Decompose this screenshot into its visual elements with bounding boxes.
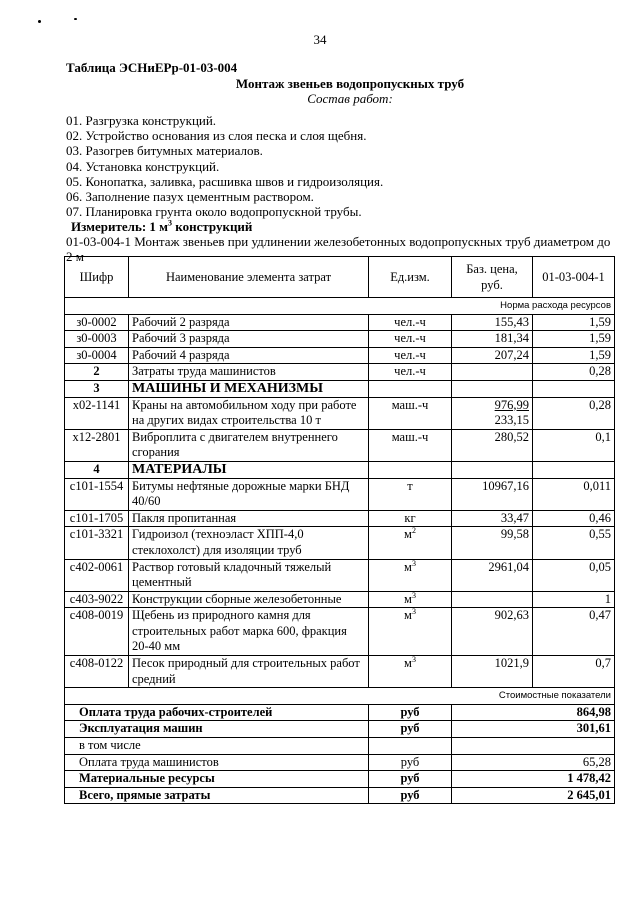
cell-norm: 0,47 <box>533 608 615 656</box>
empty-cell <box>452 380 533 397</box>
work-item: 01. Разгрузка конструкций. <box>66 113 217 128</box>
cell-norm: 0,05 <box>533 559 615 591</box>
cell-norm: 0,55 <box>533 527 615 559</box>
work-item: 02. Устройство основания из слоя песка и слоя щебня. <box>66 128 367 144</box>
cost-caption: Стоимостные показатели <box>65 688 615 705</box>
header-name: Наименование элемента затрат <box>129 257 369 298</box>
cell-unit: чел.-ч <box>369 347 452 364</box>
cell-norm: 1,59 <box>533 347 615 364</box>
unit-text: м <box>404 559 412 574</box>
cell-name: Краны на автомобильном ходу при работе на других видах строительства 10 т <box>129 397 369 429</box>
summary-unit: руб <box>369 771 452 788</box>
cell-name: Рабочий 3 разряда <box>129 331 369 348</box>
cell-norm: 0,1 <box>533 429 615 461</box>
summary-label: Эксплуатация машин <box>65 721 369 738</box>
empty-cell <box>369 461 452 478</box>
section-number: 4 <box>65 461 129 478</box>
summary-unit: руб <box>369 787 452 804</box>
cell-unit: чел.-ч <box>369 364 452 381</box>
table-row <box>65 510 615 527</box>
unit-text: м <box>404 591 412 606</box>
summary-label: Оплата труда рабочих-строителей <box>65 704 369 721</box>
subtitle: Монтаж звеньев водопропускных труб <box>235 76 465 91</box>
unit-text: м <box>404 608 412 623</box>
cell-name: Битумы нефтяные дорожные марки БНД 40/60 <box>129 478 369 510</box>
summary-row <box>65 787 615 804</box>
cell-code: з0-0004 <box>65 347 129 364</box>
summary-value: 2 645,01 <box>452 787 615 804</box>
table-row <box>65 347 615 364</box>
meter-suffix: конструкций <box>172 219 253 235</box>
table-row <box>65 527 615 559</box>
summary-label: Оплата труда машинистов <box>65 754 369 771</box>
summary-label: в том числе <box>65 738 369 755</box>
table-row <box>65 656 615 688</box>
summary-label: Всего, прямые затраты <box>65 787 369 804</box>
summary-unit: руб <box>369 704 452 721</box>
table-row <box>65 608 615 656</box>
cell-unit: маш.-ч <box>369 397 452 429</box>
cell-code: х12-2801 <box>65 429 129 461</box>
work-item: 06. Заполнение пазух цементным раствором. <box>66 189 314 205</box>
cell-code: с408-0122 <box>65 656 129 688</box>
unit-sup: 2 <box>411 526 416 536</box>
unit-text: м <box>404 656 412 671</box>
work-item: 05. Конопатка, заливка, расшивка швов и гидроизоляция. <box>66 173 384 189</box>
cell-name: Песок природный для строительных работ средний <box>129 656 369 688</box>
summary-row <box>65 721 615 738</box>
empty-cell <box>533 380 615 397</box>
table-row <box>65 331 615 348</box>
cell-code: с402-0061 <box>65 559 129 591</box>
cell-code: с101-1705 <box>65 510 129 527</box>
cell-unit: маш.-ч <box>369 429 452 461</box>
summary-unit: руб <box>369 721 452 738</box>
cell-price: 99,58 <box>452 527 533 559</box>
summary-unit: руб <box>369 754 452 771</box>
summary-label: Материальные ресурсы <box>65 771 369 788</box>
cell-price: 2961,04 <box>452 559 533 591</box>
cell-price <box>452 591 533 608</box>
page-number: 34 <box>313 32 327 47</box>
unit-text: т <box>407 478 413 493</box>
meter-text: Измеритель: 1 м <box>71 219 169 235</box>
empty-cell <box>452 461 533 478</box>
summary-value: 864,98 <box>452 704 615 721</box>
cell-unit <box>369 510 452 527</box>
cell-name: Пакля пропитанная <box>129 510 369 527</box>
cell-price: 10967,16 <box>452 478 533 510</box>
summary-row <box>65 754 615 771</box>
cell-name: Гидроизол (техноэласт ХПП-4,0 стеклохолст) для изоляции труб <box>129 527 369 559</box>
summary-value <box>452 738 615 755</box>
header-norm: 01-03-004-1 <box>533 257 615 298</box>
cell-norm: 0,011 <box>533 478 615 510</box>
resource-table <box>64 256 615 804</box>
header-block <box>66 60 614 264</box>
cell-name: Конструкции сборные железобетонные <box>129 591 369 608</box>
price-secondary: 233,15 <box>494 413 529 428</box>
section-row-materials <box>65 461 615 478</box>
table-row <box>65 478 615 510</box>
unit-text: кг <box>404 510 416 525</box>
cell-name: Виброплита с двигателем внутреннего сгорания <box>129 429 369 461</box>
header-code: Шифр <box>65 257 129 298</box>
section-title: МАШИНЫ И МЕХАНИЗМЫ <box>129 380 369 397</box>
unit-sup: 3 <box>411 654 416 664</box>
header-unit: Ед.изм. <box>369 257 452 298</box>
cell-norm: 0,46 <box>533 510 615 527</box>
cell-code: с403-9022 <box>65 591 129 608</box>
cell-norm: 0,28 <box>533 364 615 381</box>
cell-unit <box>369 608 452 656</box>
cell-name: Щебень из природного камня для строительных работ марка 600, фракция 20-40 мм <box>129 608 369 656</box>
cell-norm: 0,28 <box>533 397 615 429</box>
cell-code: 2 <box>65 364 129 381</box>
cell-price: 155,43 <box>452 314 533 331</box>
cost-caption-row <box>65 688 615 705</box>
cell-price: 1021,9 <box>452 656 533 688</box>
machinist-row <box>65 364 615 381</box>
cell-unit <box>369 527 452 559</box>
unit-sup: 3 <box>411 607 416 617</box>
section-number: 3 <box>65 380 129 397</box>
section-title: МАТЕРИАЛЫ <box>129 461 369 478</box>
summary-value: 65,28 <box>452 754 615 771</box>
cell-norm: 1,59 <box>533 314 615 331</box>
table-row <box>65 559 615 591</box>
cell-code: с101-1554 <box>65 478 129 510</box>
cell-code: х02-1141 <box>65 397 129 429</box>
cell-unit <box>369 559 452 591</box>
cell-price <box>452 397 533 429</box>
cell-code: с101-3321 <box>65 527 129 559</box>
cell-norm: 1,59 <box>533 331 615 348</box>
code-description: 01-03-004-1 Монтаж звеньев при удлинении железобетонных водопропускных труб диаметром до 2 м <box>66 234 611 265</box>
cell-unit <box>369 656 452 688</box>
header-price: Баз. цена, руб. <box>452 257 533 298</box>
cell-price: 207,24 <box>452 347 533 364</box>
table-row <box>65 429 615 461</box>
empty-cell <box>533 461 615 478</box>
cell-unit <box>369 591 452 608</box>
work-item: 03. Разогрев битумных материалов. <box>66 143 263 159</box>
empty-cell <box>369 380 452 397</box>
cell-price: 902,63 <box>452 608 533 656</box>
work-item: 04. Установка конструкций. <box>66 158 220 174</box>
cell-code: с408-0019 <box>65 608 129 656</box>
cell-unit: чел.-ч <box>369 331 452 348</box>
price-main: 976,99 <box>494 397 529 412</box>
summary-row <box>65 738 615 755</box>
unit-text: м <box>404 527 412 542</box>
norm-caption-row <box>65 298 615 315</box>
table-row <box>65 314 615 331</box>
cell-price: 33,47 <box>452 510 533 527</box>
summary-row <box>65 771 615 788</box>
cell-code: з0-0002 <box>65 314 129 331</box>
cell-norm: 1 <box>533 591 615 608</box>
cell-name: Затраты труда машинистов <box>129 364 369 381</box>
cell-price <box>452 364 533 381</box>
scan-speck <box>74 18 77 20</box>
summary-value: 301,61 <box>452 721 615 738</box>
composition-title: Состав работ: <box>307 91 393 106</box>
cell-name: Рабочий 2 разряда <box>129 314 369 331</box>
cell-name: Раствор готовый кладочный тяжелый цементный <box>129 559 369 591</box>
cell-unit <box>369 478 452 510</box>
cell-price: 280,52 <box>452 429 533 461</box>
meter-sup: 3 <box>168 219 173 229</box>
table-row <box>65 397 615 429</box>
works-list <box>66 113 614 219</box>
meter-line <box>71 219 614 234</box>
work-item: 07. Планировка грунта около водопропускной трубы. <box>66 204 362 220</box>
scan-speck <box>38 20 41 23</box>
cell-norm: 0,7 <box>533 656 615 688</box>
cell-code: з0-0003 <box>65 331 129 348</box>
table-title: Таблица ЭСНиЕРр-01-03-004 <box>66 60 238 75</box>
cell-unit: чел.-ч <box>369 314 452 331</box>
norm-caption: Норма расхода ресурсов <box>65 298 615 315</box>
unit-sup: 3 <box>411 558 416 568</box>
cell-name: Рабочий 4 разряда <box>129 347 369 364</box>
cell-price: 181,34 <box>452 331 533 348</box>
summary-row <box>65 704 615 721</box>
unit-sup: 3 <box>411 590 416 600</box>
summary-value: 1 478,42 <box>452 771 615 788</box>
section-row-machines <box>65 380 615 397</box>
table-header-row <box>65 257 615 298</box>
summary-unit <box>369 738 452 755</box>
table-row <box>65 591 615 608</box>
